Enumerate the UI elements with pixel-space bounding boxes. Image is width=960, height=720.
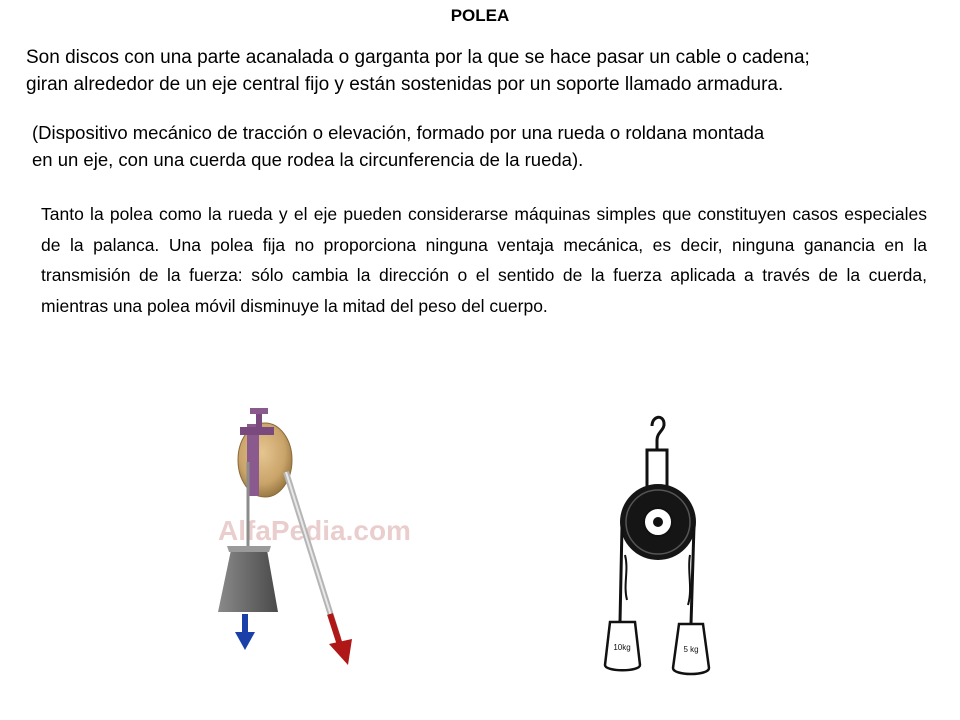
weight-block (218, 550, 278, 612)
weight-left-label: 10kg (613, 643, 631, 652)
page-title: POLEA (450, 6, 510, 25)
fixed-pulley-illustration (190, 400, 411, 690)
watermark-text: AlfaPedia.com (218, 515, 411, 546)
definition-line-2: giran alrededor de un eje central fijo y están sostenidas por un soporte llamado armadura. (26, 74, 784, 95)
weight-right (673, 624, 709, 674)
weight-right-label: 5 kg (683, 645, 699, 654)
parenthetical-line-1: (Dispositivo mecánico de tracción o elevación, formado por una rueda o roldana montada (32, 122, 765, 143)
definition-paragraph (26, 44, 936, 98)
movable-pulley-illustration (595, 410, 735, 700)
hook-icon (652, 417, 664, 452)
arrow-down-icon (235, 614, 255, 650)
definition-line-1: Son discos con una parte acanalada o garganta por la que se hace pasar un cable o cadena; (26, 47, 810, 68)
arrow-pull-icon (329, 614, 352, 665)
parenthetical-paragraph (32, 119, 912, 173)
explanation-paragraph: Tanto la polea como la rueda y el eje pueden considerarse máquinas simples que constituyen casos especiales de la palanca. Una polea fija no proporciona ninguna ventaja mecánica, es decir, ninguna ganancia en la transmisión de la fuerza: sólo cambia la dirección o el sentido de la fuerza aplicada a través de la cuerda, mientras una polea móvil disminuye la mitad del peso del cuerpo. (41, 204, 927, 316)
weight-left (605, 622, 640, 670)
parenthetical-line-2: en un eje, con una cuerda que rodea la circunferencia de la rueda). (32, 149, 584, 170)
